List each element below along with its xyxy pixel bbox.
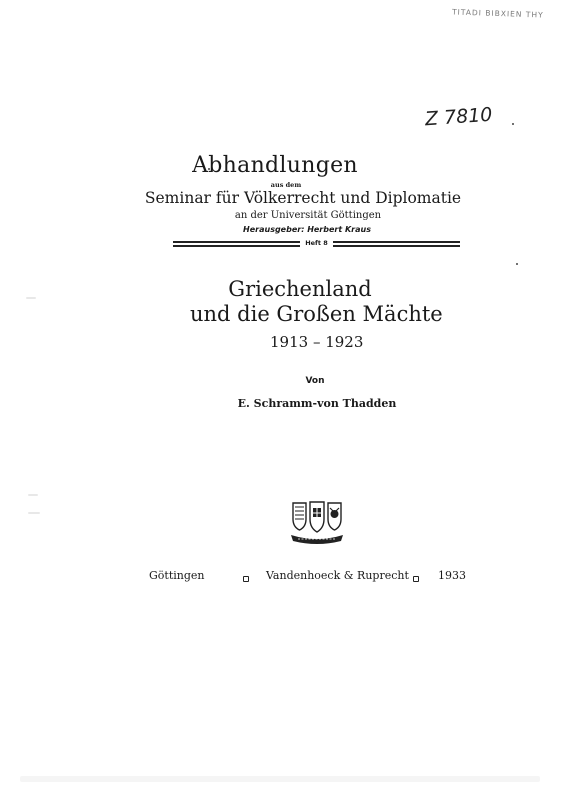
- handwritten-note-top: TITADI BIBXIEN THY: [451, 7, 544, 20]
- series-rule: [173, 239, 460, 248]
- handwritten-call-number: Z 7810: [424, 103, 494, 131]
- double-rule-left: [173, 239, 300, 248]
- publisher-emblem-icon: [289, 499, 345, 547]
- imprint-city: Göttingen: [149, 569, 205, 582]
- series-aus-dem: aus dem: [270, 181, 302, 189]
- book-title-line1: Griechenland: [228, 277, 372, 301]
- left-edge-mark: [28, 494, 38, 496]
- book-title-line2: und die Großen Mächte: [190, 302, 443, 326]
- series-seminar: Seminar für Völkerrecht und Diplomatie: [144, 189, 462, 207]
- imprint: [0, 569, 566, 589]
- left-edge-mark: [26, 297, 36, 299]
- by-label: Von: [305, 376, 325, 386]
- book-author: E. Schramm-von Thadden: [237, 397, 397, 410]
- separator-icon: [243, 576, 249, 582]
- imprint-publisher: Vandenhoeck & Ruprecht: [266, 569, 409, 582]
- margin-dot: [512, 123, 514, 125]
- double-rule-right: [333, 239, 460, 248]
- imprint-year: 1933: [438, 569, 466, 582]
- series-title: Abhandlungen: [192, 153, 358, 178]
- series-university: an der Universität Göttingen: [234, 210, 382, 221]
- bottom-edge-mark: [20, 776, 540, 782]
- series-editor: Herausgeber: Herbert Kraus: [243, 225, 371, 234]
- left-edge-mark: [28, 512, 40, 514]
- margin-dot: [516, 263, 518, 265]
- issue-number: Heft 8: [305, 239, 328, 247]
- book-years: 1913 – 1923: [270, 333, 364, 351]
- separator-icon: [413, 576, 419, 582]
